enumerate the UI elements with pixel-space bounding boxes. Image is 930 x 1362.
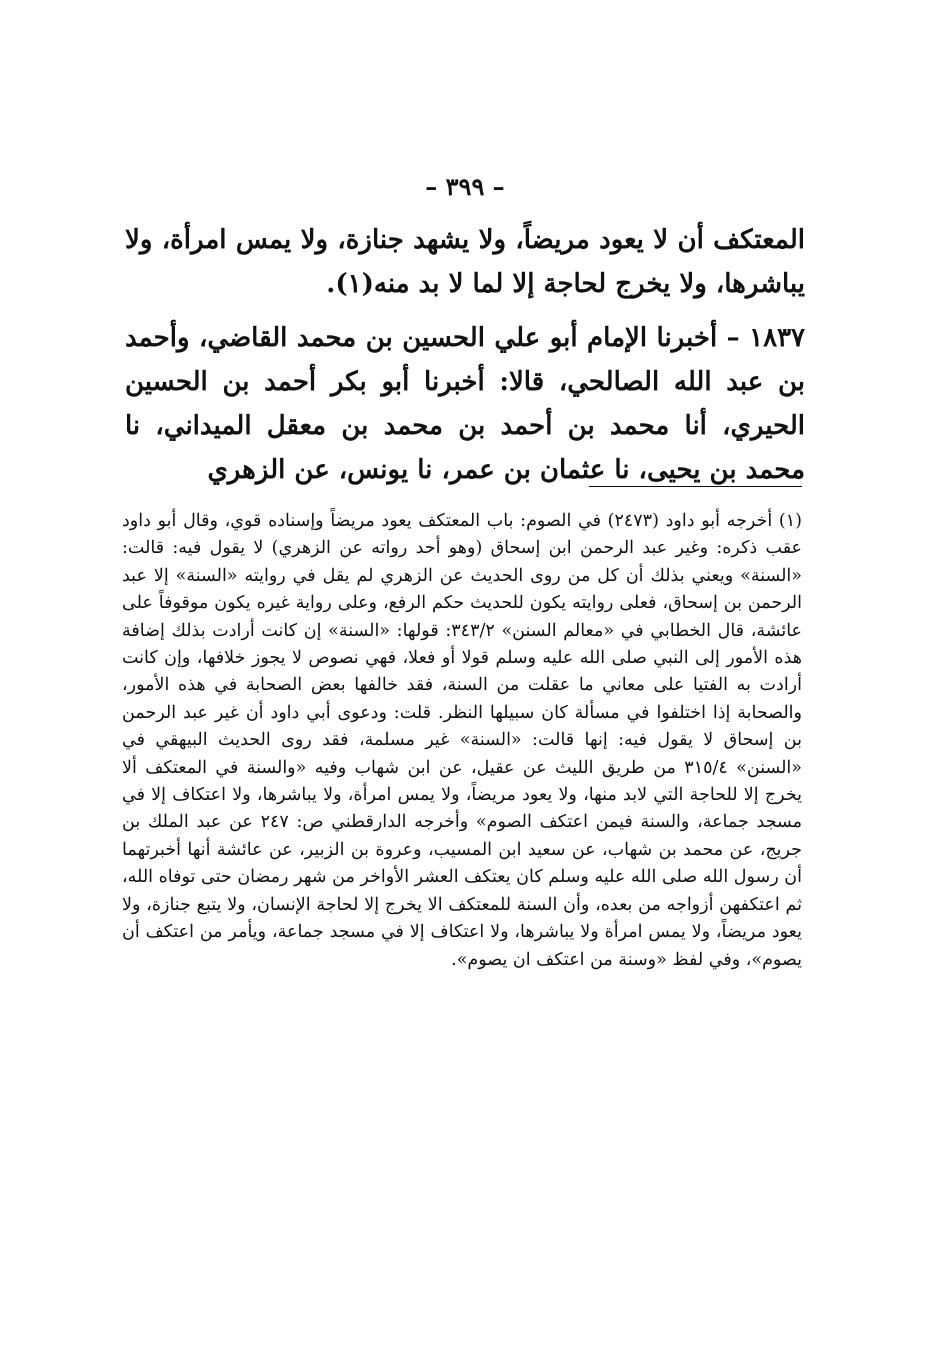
main-paragraph: المعتكف أن لا يعود مريضاً، ولا يشهد جنازة، ولا يمس امرأة، ولا يباشرها، ولا يخرج لحاجة إلا لما لا بد منه(١). [125, 225, 805, 299]
page-number: – ٣٩٩ – [425, 172, 505, 201]
footnote [122, 508, 802, 974]
footnote-divider [589, 486, 802, 487]
hadith-text: – أخبرنا الإمام أبو علي الحسين بن محمد القاضي، وأحمد بن عبد الله الصالحي، قالا: أخبرنا أبو بكر أحمد بن الحسين الحيري، أنا محمد بن أحمد بن محمد بن معقل الميداني، نا محمد بن يحيى، نا عثمان بن عمر، نا يونس، عن الزهري [125, 323, 805, 485]
hadith-number: ١٨٣٧ [749, 323, 805, 353]
footnote-text: (١) أخرجه أبو داود (٢٤٧٣) في الصوم: باب المعتكف يعود مريضاً وإسناده قوي، وقال أبو داود عقب ذكره: وغير عبد الرحمن ابن إسحاق (وهو أحد رواته عن الزهري) لا يقول فيه: قالت: «السنة» ويعني بذلك أن كل من روى الحديث عن الزهري لم يقل في روايته «السنة» إلا عبد الرحمن بن إسحاق، فعلى روايته يكون للحديث حكم الرفع، وعلى رواية غيره يكون موقوفاً على عائشة، قال الخطابي في «معالم السنن» ٣٤٣/٢: قولها: «السنة» إن كانت أرادت بذلك إضافة هذه الأمور إلى النبي صلى الله عليه وسلم قولا أو فعلا، فهي نصوص لا يجوز خلافها، وإن كانت أرادت به الفتيا على معاني ما عقلت من السنة، فقد خالفها بعض الصحابة في هذه الأمور، والصحابة إذا اختلفوا في مسألة كان سبيلها النظر. قلت: ودعوى أبي داود أن غير عبد الرحمن بن إسحاق لا يقول فيه: إنها قالت: «السنة» غير مسلمة، فقد روى الحديث البيهقي في «السنن» ٣١٥/٤ من طريق الليث عن عقيل، عن ابن شهاب وفيه «والسنة في المعتكف ألا يخرج إلا للحاجة التي لابد منها، ولا يعود مريضاً، ولا يمس امرأة، ولا يباشرها، ولا اعتكاف إلا في مسجد جماعة، والسنة فيمن اعتكف الصوم» وأخرجه الدارقطني ص: ٢٤٧ عن عبد الملك بن جريج، عن محمد بن شهاب، عن سعيد ابن المسيب، وعروة بن الزبير، عن عائشة أنها أخبرتهما أن رسول الله صلى الله عليه وسلم كان يعتكف العشر الأواخر من شهر رمضان حتى توفاه الله، ثم اعتكفهن أزواجه من بعده، وأن السنة للمعتكف الا يخرج إلا لحاجة الإنسان، ولا يتبع جنازة، ولا يعود مريضاً، ولا يمس امرأة ولا يباشرها، ولا اعتكاف إلا في مسجد جماعة، ويأمر من اعتكف أن يصوم»، وفي لفظ «وسنة من اعتكف ان يصوم». [122, 511, 802, 970]
main-text [125, 218, 805, 492]
hadith-paragraph [125, 316, 805, 492]
